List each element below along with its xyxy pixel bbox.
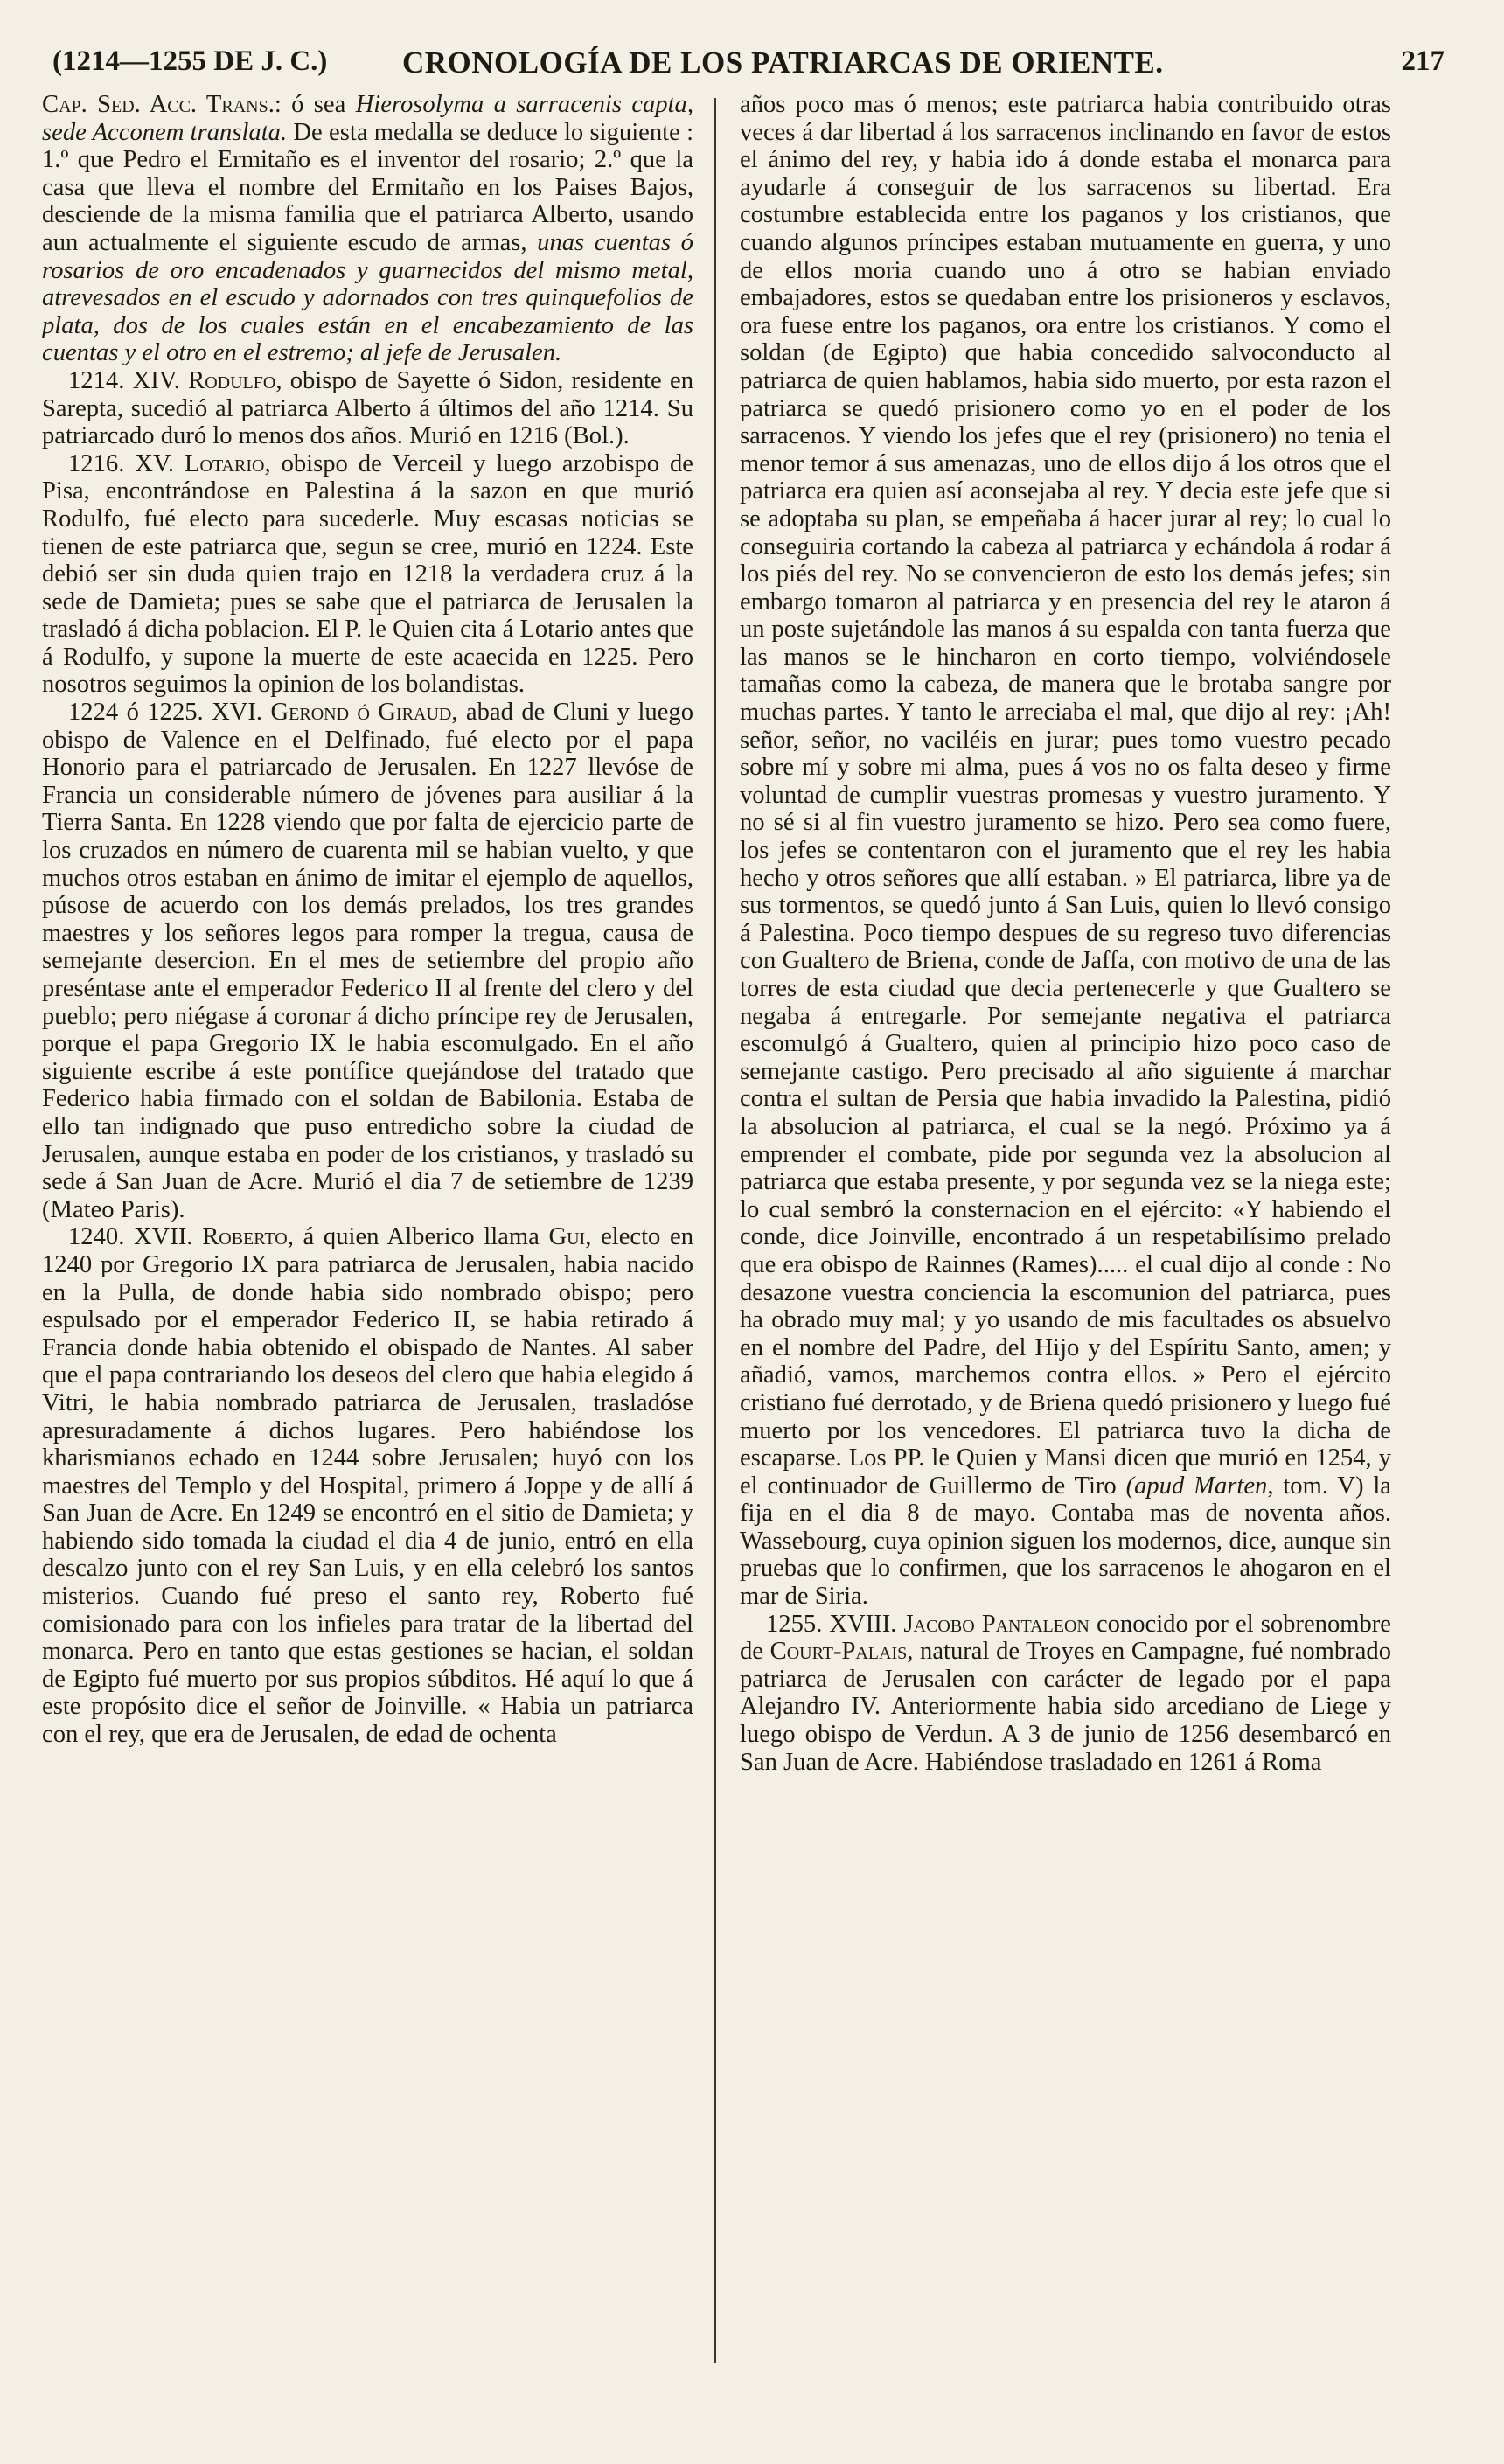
header-date-range: (1214—1255 DE J. C.) [52,45,328,77]
citation: (apud Marten [1125,1472,1268,1500]
entry-number: 1216. XV. [68,449,185,477]
text-run: , á quien Alberico llama [287,1223,549,1251]
entry-text: , natural de Troyes en Campagne, fué nombrado patriarca de Jerusalen con carácter de legado por el papa Alejandro IV. Anteriormente habia sido arcediano de Liege y luego obispo de Verdun. A 3 de junio de 1256 desembarcó en San Juan de Acre. Habiéndose trasladado en 1261 á Roma [740,1638,1391,1776]
text-run: De esta medalla se deduce lo siguiente : 1.º que Pedro el Ermitaño es el inventor del rosario; 2.º que la casa que lleva el nombre del Ermitaño en los Paises Bajos, desciende de la misma familia que el patriarca Alberto, usando aun actualmente el siguiente escudo de armas, [42,118,693,256]
entry-text: años poco mas ó menos; este patriarca habia contribuido otras veces á dar libertad á los sarracenos inclinando en favor de estos el ánimo del rey, y habia ido á donde estaba el monarca para ayudarle á conseguir de los sarracenos su libertad. Era costumbre establecida entre los paganos y los cristianos, que cuando algunos príncipes estaban mutuamente en guerra, y uno de ellos moria cuando uno á otro se habian enviado embajadores, estos se quedaban entre los prisioneros y esclavos, ora fuese entre los paganos, ora entre los cristianos. Y como el soldan (de Egipto) que habia concedido salvoconducto al patriarca de quien hablamos, habia sido muerto, por esta razon el patriarca se quedó prisionero como yo en el poder de los sarracenos. Y viendo los jefes que el rey (prisionero) no tenia el menor temor á sus amenazas, uno de ellos dijo á los otros que el patriarca era quien así aconsejaba al rey. Y decia este jefe que si se adoptaba su plan, se empeñaba á hacer jurar al rey; lo cual lo conseguiria cortando la cabeza al patriarca y echándola á rodar á los piés del rey. No se convencieron de esto los demás jefes; sin embargo tomaron al patriarca y en presencia del rey le ataron á un poste sujetándole las manos á su espalda con tanta fuerza que las manos se le hincharon en corto tiempo, volviéndosele tamañas como la cabeza, de manera que le brotaba sangre por muchas partes. Y tanto le arreciaba el mal, que dijo al rey: ¡Ah! señor, señor, no vaciléis en jurar; pues tomo vuestro pecado sobre mí y sobre mi alma, pues á vos no os falta deseo y firme voluntad de cumplir vuestras promesas y vuestro juramento. Y no sé si al fin vuestro juramento se hizo. Pero sea como fuere, los jefes se contentaron con el juramento que el rey les habia hecho y otros señores que allí estaban. » El patriarca, libre ya de sus tormentos, se quedó junto á San Luis, quien lo llevó consigo á Palestina. Poco tiempo despues de su regreso tuvo diferencias con Gualtero de Briena, conde de Jaffa, con motivo de una de las torres de esta ciudad que decia pertenecerle y que Gualtero se negaba á entregarle. Por semejante negativa el patriarca escomulgó á Gualtero, quien al principio hizo poco caso de semejante castigo. Pero precisado al año siguiente á marchar contra el sultan de Persia que habia invadido la Palestina, pidió la absolucion al patriarca, el cual se la negó. Próximo ya á emprender el combate, pide por segunda vez la absolucion al patriarca que estaba presente, y por segunda vez se la niega este; lo cual sembró la consternacion en el ejército: «Y habiendo el conde, dice Joinville, encontrado á un respetabilísimo prelado que era obispo de Rainnes (Rames)..... el cual dijo al conde : No desazone vuestra conciencia la escomunion del patriarca, pues ha obrado muy mal; y yo usando de mis facultades os absuelvo en el nombre del Padre, del Hijo y del Espíritu Santo, amen; y añadió, vamos, marchemos contra ellos. » Pero el ejército cristiano fué derrotado, y de Briena quedó prisionero y luego fué muerto por los vencedores. El patriarca tuvo la dicha de escaparse. Los PP. le Quien y Mansi dicen que murió en 1254, y el continuador de Guillermo de Tiro [740,91,1391,1500]
entry-xviii-jacobo [740,1611,1391,1777]
right-column [740,91,1391,2408]
entry-text: , electo en 1240 por Gregorio IX para patriarca de Jerusalen, habia nacido en la Pulla, de donde habia sido nombrado obispo; pero espulsado por el emperador Federico II, se habia retirado á Francia donde habia obtenido el obispado de Nantes. Al saber que el papa contrariando los deseos del clero que habia elegido á Vitri, le habia nombrado patriarca de Jerusalen, trasladóse apresuradamente á dichos lugares. Pero habiéndose los kharismianos echado en 1244 sobre Jerusalen; huyó con los maestres del Templo y del Hospital, primero á Joppe y de allí á San Juan de Acre. En 1249 se encontró en el sitio de Damieta; y habiendo sido tomada la ciudad el dia 4 de junio, entró en ella descalzo junto con el rey San Luis, y en ella celebró los santos misterios. Cuando fué preso el santo rey, Roberto fué comisionado para con los infieles para tratar de la libertad del monarca. Pero en tanto que estas gestiones se hacian, el soldan de Egipto fué muerto por sus propios súbditos. Hé aquí lo que á este propósito dice el señor de Joinville. « Habia un patriarca con el rey, que era de Jerusalen, de edad de ochenta [42,1223,693,1749]
patriarch-name: Roberto [202,1223,288,1251]
text-run: : ó sea [274,91,356,118]
alternate-name: Gui [548,1223,586,1251]
entry-number: 1240. XVII. [68,1223,203,1251]
patriarch-name: Lotario [185,449,265,477]
medal-inscription: Cap. Sed. Acc. Trans. [42,91,275,118]
entry-number: 1224 ó 1225. XVI. [68,699,271,727]
entry-xvii-roberto [42,1223,693,1748]
left-column [42,91,693,2408]
entry-xiv-rodulfo [42,367,693,450]
patriarch-name: Gerond ó Giraud [270,699,452,727]
patriarch-name: Jacobo Pantaleon [903,1610,1090,1638]
entry-xv-lotario [42,450,693,699]
entry-number: 1214. XIV. [68,366,189,394]
patriarch-name: Rodulfo [188,366,276,394]
entry-number: 1255. XVIII. [766,1610,904,1638]
entry-text: , tom. V) la fija en el dia 8 de mayo. Contaba mas de noventa años. Wassebourg, cuya opinion siguen los modernos, dice, aunque sin pruebas que lo confirmen, que los sarracenos le ahogaron en el mar de Siria. [740,1472,1391,1611]
text-run: conocido por el sobrenombre de [740,1610,1391,1666]
column-divider [714,98,716,2363]
paragraph-medal-description [42,91,693,367]
entry-text: , obispo de Sayette ó Sidon, residente en Sarepta, sucedió al patriarca Alberto á últimos del año 1214. Su patriarcado duró lo menos dos años. Murió en 1216 (Bol.). [42,366,693,450]
entry-text: , abad de Cluni y luego obispo de Valence en el Delfinado, fué electo por el papa Honorio para el patriarcado de Jerusalen. En 1227 llevóse de Francia un considerable número de jóvenes para ausiliar á la Tierra Santa. En 1228 viendo que por falta de ejercicio parte de los cruzados en número de cuarenta mil se habian vuelto, y que muchos otros estaban en ánimo de imitar el ejemplo de aquellos, púsose de acuerdo con los demás prelados, los tres grandes maestres y los señores legos para romper la tregua, causa de semejante desercion. En el mes de setiembre del propio año preséntase ante el emperador Federico II al frente del clero y del pueblo; pero niégase á coronar á dicho príncipe rey de Jerusalen, porque el papa Gregorio IX le habia escomulgado. En el año siguiente escribe á este pontífice quejándose del tratado que Federico habia firmado con el soldan de Babilonia. Estaba de ello tan indignado que puso entredicho sobre la ciudad de Jerusalen, aunque estaba en poder de los cristianos, y trasladó su sede á San Juan de Acre. Murió el dia 7 de setiembre de 1239 (Mateo Paris). [42,699,693,1223]
page-number: 217 [1401,45,1445,77]
continued-joinville-quote [740,91,1391,1611]
running-header [52,45,1452,89]
surname: Court-Palais [769,1638,908,1666]
entry-text: , obispo de Verceil y luego arzobispo de Pisa, encontrándose en Palestina á la sazon en que murió Rodulfo, fué electo para sucederle. Muy escasas noticias se tienen de este patriarca que, segun se cree, murió en 1224. Este debió ser sin duda quien trajo en 1218 la verdadera cruz á la sede de Damieta; pues se sabe que el patriarca de Jerusalen la trasladó á dicha poblacion. El P. le Quien cita á Lotario antes que á Rodulfo, y supone la muerte de este acaecida en 1225. Pero nosotros seguimos la opinion de los bolandistas. [42,449,693,699]
entry-xvi-gerond [42,699,693,1223]
latin-inscription: Hierosolyma a sarracenis capta, sede Acconem translata. [42,91,693,146]
header-title: CRONOLOGÍA DE LOS PATRIARCAS DE ORIENTE. [402,45,1164,80]
coat-of-arms-description: unas cuentas ó rosarios de oro encadenados y guarnecidos del mismo metal, atrevesados en el escudo y adornados con tres quinquefolios de plata, dos de los cuales están en el encabezamiento de las cuentas y el otro en el estremo; al jefe de Jerusalen. [42,228,693,367]
